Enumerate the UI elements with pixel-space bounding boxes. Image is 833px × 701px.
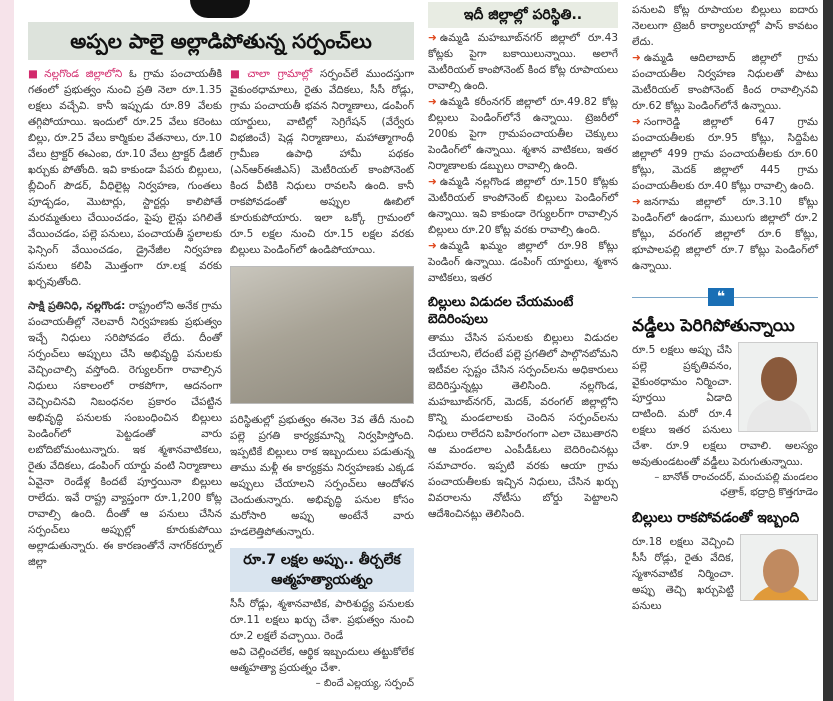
photo-story: పరిస్థితుల్లో ప్రభుత్వం ఈనెల 3వ తేదీ నుంచి పల్లె ప్రగతి కార్యక్రమాన్ని నిర్వహిస్తోంది. ఇప్పటికే బిల్లులు రాక ఇబ్బందులు పడుతున్న తాము మళ్లీ ఈ కార్యక్రమ నిర్వహణకు ఎక్కడ అప్పులు చేయాలని సర్పంచ్‌లు ఆందోళన చెందుతున్నారు. అభివృద్ధి పనుల కోసం మరోసారి అప్పు అంటేనే వారు హడలెత్తిపోతున్నారు.: [230, 414, 414, 538]
interest-text: రూ.5 లక్షలు అప్పు చేసి పల్లె ప్రకృతివనం, వైకుంఠధామం నిర్మించా. పూర్తయి ఏడాది దాటింది. మరో రూ.4 లక్షలు ఇతర పనులు చేశా. రూ.9 లక్షలు రావాలి. అలస్యం అవుతుండటంతో వడ్డీలు పెరుగుతున్నాయి.: [632, 344, 818, 468]
district-item: ➜ ఉమ్మడి ఖమ్మం జిల్లాలో రూ.98 కోట్లు పెండింగ్ ఉన్నాయి. డంపింగ్ యార్డులు, శ్మశాన వాటికలు, ఇతర: [428, 240, 618, 284]
district-continued-text: పనులవి కోట్ల రూపాయల బిల్లులు ఐదారు నెలలుగా ట్రెజరీ కార్యాలయాల్లో పాస్ కావటం లేదు.: [632, 4, 818, 48]
district-item: ➜ ఉమ్మడి కరీంనగర్ జిల్లాలో రూ.49.82 కోట్ల బిల్లులు పెండింగ్‌లోనే ఉన్నాయి. ట్రెజరీలో 200కు పైగా గ్రామపంచాయతీల చెక్కులు పెండింగ్‌లో ఉన్నాయి. శ్మశాన వాటికలు, ఇతర నిర్మాణాలకు డబ్బులు రావాల్సి ఉంది.: [428, 96, 618, 172]
interest-byline: – బానోత్ రాంచందర్, మంచుపల్లి మండలం ఛత్రాక్, భద్రాద్రి కొత్తగూడెం: [654, 472, 818, 498]
dateline: సాక్షి ప్రతినిధి, నల్లగొండ:: [28, 300, 126, 312]
quote-icon: ❝: [708, 288, 734, 306]
subcolumn-b: [230, 66, 414, 691]
threats-text: తాము చేసిన పనులకు బిల్లులు విడుదల చేయాలని, లేదంటే పల్లె ప్రగతిలో పాల్గొనబోమని ఇటీవల స్పష్టం చేసిన సర్పంచ్‌లను అధికారులు బెదిరిస్తున్నట్లు తెలిసింది. నల్లగొండ, మహబూబ్‌నగర్, మెదక్, వరంగల్ జిల్లాల్లోని కొన్ని మండలాలకు చెందిన సర్పంచ్‌లను నిధులు రాలేదని బహిరంగంగా ఎలా చెబుతారని ఆ మండలాల ఎంపీడీఓలు బెదిరించినట్లు సమాచారం. ఇప్పటి వరకు ఆయా గ్రామ పంచాయతీలకు ఇచ్చిన నిధులు, చేసిన ఖర్చు వివరాలను నోటీసు బోర్డు పెట్టాలని ఆదేశించినట్లు తెలిసింది.: [428, 332, 618, 520]
arrow-icon: ➜: [428, 176, 437, 188]
bullet-icon: ■: [230, 68, 245, 80]
suicide-col-2: [230, 644, 414, 691]
portrait-photo-2: [740, 534, 818, 601]
column-1: [28, 66, 222, 290]
left-subcolumns: [28, 66, 414, 691]
district-item: ➜ సంగారెడ్డి జిల్లాలో 647 గ్రామ పంచాయతీలకు రూ.95 కోట్లు, సిద్దిపేట జిల్లాలో 499 గ్రామ పంచాయతీలకు రూ.60 కోట్లు, మెదక్ జిల్లాలో 445 గ్రామ పంచాయతీలకు రూ.40 కోట్లు రావాల్సి ఉంది.: [632, 116, 818, 192]
masthead-graphic: [190, 0, 250, 18]
districts-title: ఇదీ జిల్లాల్లో పరిస్థితి..: [428, 2, 618, 28]
interest-quote: [632, 342, 818, 500]
main-story-text: రాష్ట్రంలోని అనేక గ్రామ పంచాయతీల్లో నెలవారీ నిర్వహణకు ప్రభుత్వం ఇచ్చే నిధులు సరిపోవడం లేదు. దీంతో సర్పంచ్‌లు అప్పులు చేసి అభివృద్ధి పనులకు వెచ్చించాల్సి వస్తోంది. రెగ్యులర్‌గా రావాల్సిన నిధులు సకాలంలో రాకపోగా, ఆదనంగా వెచ్చించినవి నిబంధనల ప్రకారం చేపట్టిన అభివృద్ధి పనులకు సంబంధించిన బిల్లులు పెండింగ్‌లో పెట్టడంతో వారు లబోదిబోమంటున్నారు. ఇక శ్మశానవాటికలు, రైతు వేదికలు, డంపింగ్ యార్డు వంటి నిర్మాణాలు ఏవైనా రెండేళ్ల కిందటే పూర్తయినా బిల్లులు రాలేదు. ఇవే రాష్ట్ర వ్యాప్తంగా రూ.1,200 కోట్ల రావాల్సి ఉంది. దీంతో ఆ పనులు చేసిన సర్పంచ్‌లు అప్పుల్లో కూరుకుపోయి అల్లాడుతున్నారు. ఈ కారణంతోనే నాగర్‌కర్నూల్ జిల్లా: [28, 300, 223, 568]
threats-story: [428, 294, 618, 522]
column-2: [230, 66, 414, 258]
suicide-byline: – బిందే ఎల్లయ్య, సర్పంచ్: [315, 678, 414, 689]
main-headline: అప్పల పాలై అల్లాడిపోతున్న సర్పంచ్‌లు: [28, 22, 414, 60]
column-2-text: సర్పంచ్‌లే ముందస్తుగా వైకుంఠధామాలు, రైతు వేదికలు, సీసీ రోడ్లు, గ్రామ పంచాయతీ భవన నిర్మాణాలు, డంపింగ్ యార్డులు, వాటిల్లో సెగ్రిగేషన్ (వేర్వేరు విభజించే) షెడ్ల నిర్మాణాలు, మహాత్మాగాంధీ గ్రామీణ ఉపాధి హామీ పథకం (ఎన్ఆర్ఈజీఎస్) మెటీరియల్ కాంపోనెంట్ కింద వీటికి నిధులు రావలసి ఉంది. కానీ రాకపోవడంతో అప్పుల ఊబిలో కూరుకుపోయారు. ఇలా ఒక్కో గ్రామంలో రూ.5 లక్షల నుంచి రూ.15 లక్షల వరకు బిల్లులు పెండింగ్‌లో ఉండిపోయాయి.: [230, 68, 415, 256]
viewer-edge: [823, 0, 833, 701]
districts-list-continued: [632, 2, 818, 274]
middle-section: [428, 0, 618, 522]
interest-headline: వడ్డీలు పెరిగిపోతున్నాయి: [632, 316, 795, 336]
arrow-icon: ➜: [632, 52, 641, 64]
threats-headline: బిల్లులు విడుదల చేయమంటే బెదిరింపులు: [428, 295, 574, 327]
district-item: ➜ ఉమ్మడి ఆదిలాబాద్ జిల్లాలో గ్రామ పంచాయతీల నిర్వహణ నిధులతో పాటు మెటీరియల్ కాంపోనెంట్ కింద రావాల్సినవి రూ.62 కోట్లు పెండింగ్‌లోనే ఉన్నాయి.: [632, 52, 818, 112]
district-item: ➜ ఉమ్మడి మహబూబ్‌నగర్ జిల్లాలో రూ.43 కోట్లకు పైగా బకాయిలున్నాయి. అలాగే మెటీరియల్ కాంపోనెంట్ కింద కోట్ల రూపాయలు రావాల్సి ఉంది.: [428, 32, 618, 92]
district-item: ➜ జనగామ జిల్లాలో రూ.3.10 కోట్లు పెండింగ్‌లో ఉండగా, ములుగు జిల్లాలో రూ.2 కోట్లు, వరంగల్ జిల్లాలో రూ.6 కోట్లు, భూపాలపల్లి జిల్లాలో రూ.7 కోట్లు పెండింగ్‌లో ఉన్నాయి.: [632, 196, 818, 272]
suicide-col-1: సీసీ రోడ్లు, శ్మశానవాటిక, పారిశుద్ధ్య పనులకు రూ.11 లక్షలు ఖర్చు చేశా. ప్రభుత్వం నుంచి రూ.2 లక్షలే వచ్చాయి. రెండే: [230, 598, 414, 642]
suicide-headline: రూ.7 లక్షల అప్పు.. తీర్చలేక ఆత్మహత్యాయత్నం: [230, 548, 414, 592]
column-1-lead: నల్లగొండ జిల్లాలోని: [44, 68, 123, 80]
page-edge: [0, 0, 14, 701]
district-item: ➜ ఉమ్మడి నల్లగొండ జిల్లాలో రూ.150 కోట్లకు మెటీరియల్ కాంపోనెంట్ బిల్లులు పెండింగ్‌లో ఉన్నాయి. ఇవి కాకుండా రెగ్యులర్‌గా రావాల్సిన బిల్లులు రూ.20 కోట్ల వరకు రావాల్సి ఉంది.: [428, 176, 618, 236]
column-1-text: ఓ గ్రామ పంచాయతీకి గతంలో ప్రభుత్వం నుంచి ప్రతి నెలా రూ.1.35 లక్షలు వచ్చేవి. కానీ ఇప్పుడు రూ.89 వేలకు తగ్గిపోయాయి. ఇందులో రూ.25 వేలు కరెంటు బిల్లు, రూ.25 వేలు కార్మికుల వేతనాలు, రూ.10 వేలు ట్రాక్టర్ ఈఎంఐ, రూ.10 వేలు ట్రాక్టర్ డీజిల్ ఖర్చుకు పోతోంది. ఇవి కాకుండా పేపరు బిల్లులు, బ్లీచింగ్ పౌడర్, వీధిలైట్ల నిర్వహణ, గుంతలు పూడ్చడం, మొటార్లు, స్టార్టర్లు కాలిపోతే మరమ్మతులు చేయించడం, పైపు లైన్లు పగిలితే వేయించడం, పల్లె పనులు, పంచాయతీ స్థలాలకు ఫెన్సింగ్ వేయించడం, డ్రైనేజీల నిర్వహణ పనులు కలిపి మొత్తంగా రూ.లక్ష వరకు ఖర్చవుతోంది.: [28, 68, 223, 288]
trouble-headline: బిల్లులు రాకపోవడంతో ఇబ్బంది: [632, 510, 800, 526]
trouble-text: రూ.18 లక్షలు వెచ్చించి సీసీ రోడ్లు, రైతు వేదిక, స్మశానవాటిక నిర్మించా. అప్పు తెచ్చి ఖర్చుపెట్టి పనులు: [632, 536, 734, 612]
arrow-icon: ➜: [428, 96, 437, 108]
left-section: [28, 0, 414, 691]
arrow-icon: ➜: [632, 196, 641, 208]
districts-list: [428, 30, 618, 286]
trouble-quote: [632, 534, 818, 614]
divider: [632, 288, 818, 308]
portrait-photo: [738, 342, 818, 432]
subcolumn-a: [28, 66, 222, 570]
suicide-text: అవి చెల్లించలేక, ఆర్థిక ఇబ్బందులు తట్టుకోలేక ఆత్మహత్యా ప్రయత్నం చేశా.: [230, 646, 414, 674]
main-story: [28, 298, 222, 570]
right-section: [632, 0, 818, 614]
arrow-icon: ➜: [428, 32, 437, 44]
arrow-icon: ➜: [428, 240, 437, 252]
bullet-icon: ■: [28, 68, 42, 80]
arrow-icon: ➜: [632, 116, 641, 128]
column-2-lead: చాలా గ్రామాల్లో: [247, 68, 313, 80]
construction-photo: [230, 266, 414, 404]
